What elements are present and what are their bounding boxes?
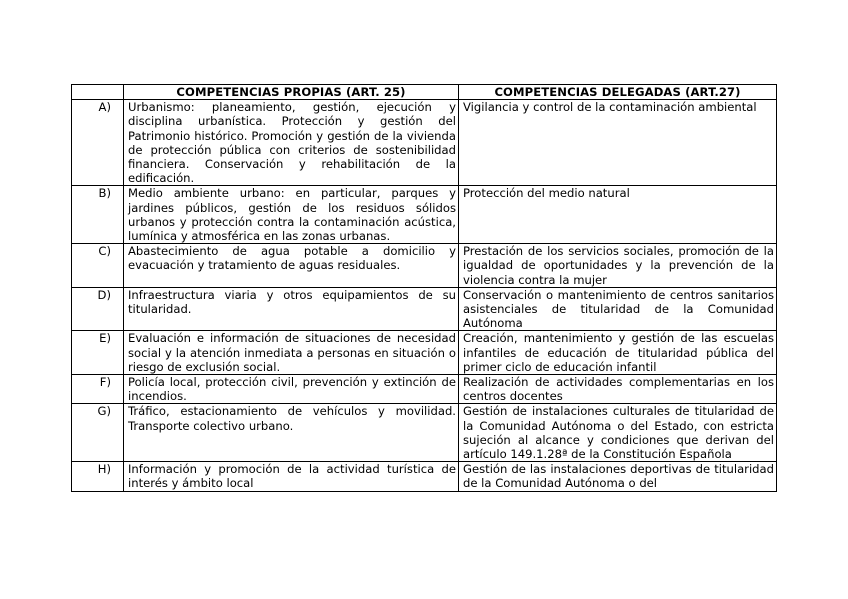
header-row [72, 85, 777, 100]
table-row [72, 375, 777, 404]
competencia-propia-cell: Abastecimiento de agua potable a domicilio y evacuación y tratamiento de aguas residuales. [124, 244, 459, 288]
row-letter: E) [72, 331, 124, 375]
competencia-delegada-cell: Gestión de las instalaciones deportivas de titularidad de la Comunidad Autónoma o del [459, 462, 777, 491]
header-delegadas: COMPETENCIAS DELEGADAS (ART.27) [459, 85, 777, 100]
table-row [72, 244, 777, 288]
row-letter: B) [72, 186, 124, 244]
table-row [72, 100, 777, 186]
row-letter: G) [72, 404, 124, 462]
row-letter: C) [72, 244, 124, 288]
competencia-propia-cell: Infraestructura viaria y otros equipamientos de su titularidad. [124, 287, 459, 331]
row-letter: F) [72, 375, 124, 404]
row-letter: D) [72, 287, 124, 331]
row-letter: A) [72, 100, 124, 186]
competencia-delegada-cell: Vigilancia y control de la contaminación ambiental [459, 100, 777, 186]
header-propias: COMPETENCIAS PROPIAS (ART. 25) [124, 85, 459, 100]
competencia-propia-cell: Evaluación e información de situaciones de necesidad social y la atención inmediata a personas en situación o riesgo de exclusión social. [124, 331, 459, 375]
competencias-table [71, 84, 777, 492]
competencia-propia-cell: Información y promoción de la actividad turística de interés y ámbito local [124, 462, 459, 491]
header-blank [72, 85, 124, 100]
competencia-delegada-cell: Realización de actividades complementarias en los centros docentes [459, 375, 777, 404]
table-row [72, 186, 777, 244]
competencia-delegada-cell: Protección del medio natural [459, 186, 777, 244]
competencia-propia-cell: Tráfico, estacionamiento de vehículos y movilidad. Transporte colectivo urbano. [124, 404, 459, 462]
competencia-delegada-cell: Prestación de los servicios sociales, promoción de la igualdad de oportunidades y la prevención de la violencia contra la mujer [459, 244, 777, 288]
table-body [72, 100, 777, 491]
row-letter: H) [72, 462, 124, 491]
table-row [72, 331, 777, 375]
competencia-propia-cell: Medio ambiente urbano: en particular, parques y jardines públicos, gestión de los residuos sólidos urbanos y protección contra la contaminación acústica, lumínica y atmosférica en las zonas urbanas. [124, 186, 459, 244]
table-row [72, 462, 777, 491]
competencia-propia-cell: Policía local, protección civil, prevención y extinción de incendios. [124, 375, 459, 404]
table-row [72, 404, 777, 462]
competencia-propia-cell: Urbanismo: planeamiento, gestión, ejecución y disciplina urbanística. Protección y gestión del Patrimonio histórico. Promoción y gestión de la vivienda de protección pública con criterios de sostenibilidad financiera. Conservación y rehabilitación de la edificación. [124, 100, 459, 186]
competencia-delegada-cell: Gestión de instalaciones culturales de titularidad de la Comunidad Autónoma o del Estado, con estricta sujeción al alcance y condiciones que derivan del artículo 149.1.28ª de la Constitución Española [459, 404, 777, 462]
competencia-delegada-cell: Conservación o mantenimiento de centros sanitarios asistenciales de titularidad de la Comunidad Autónoma [459, 287, 777, 331]
table-row [72, 287, 777, 331]
competencia-delegada-cell: Creación, mantenimiento y gestión de las escuelas infantiles de educación de titularidad pública del primer ciclo de educación infantil [459, 331, 777, 375]
